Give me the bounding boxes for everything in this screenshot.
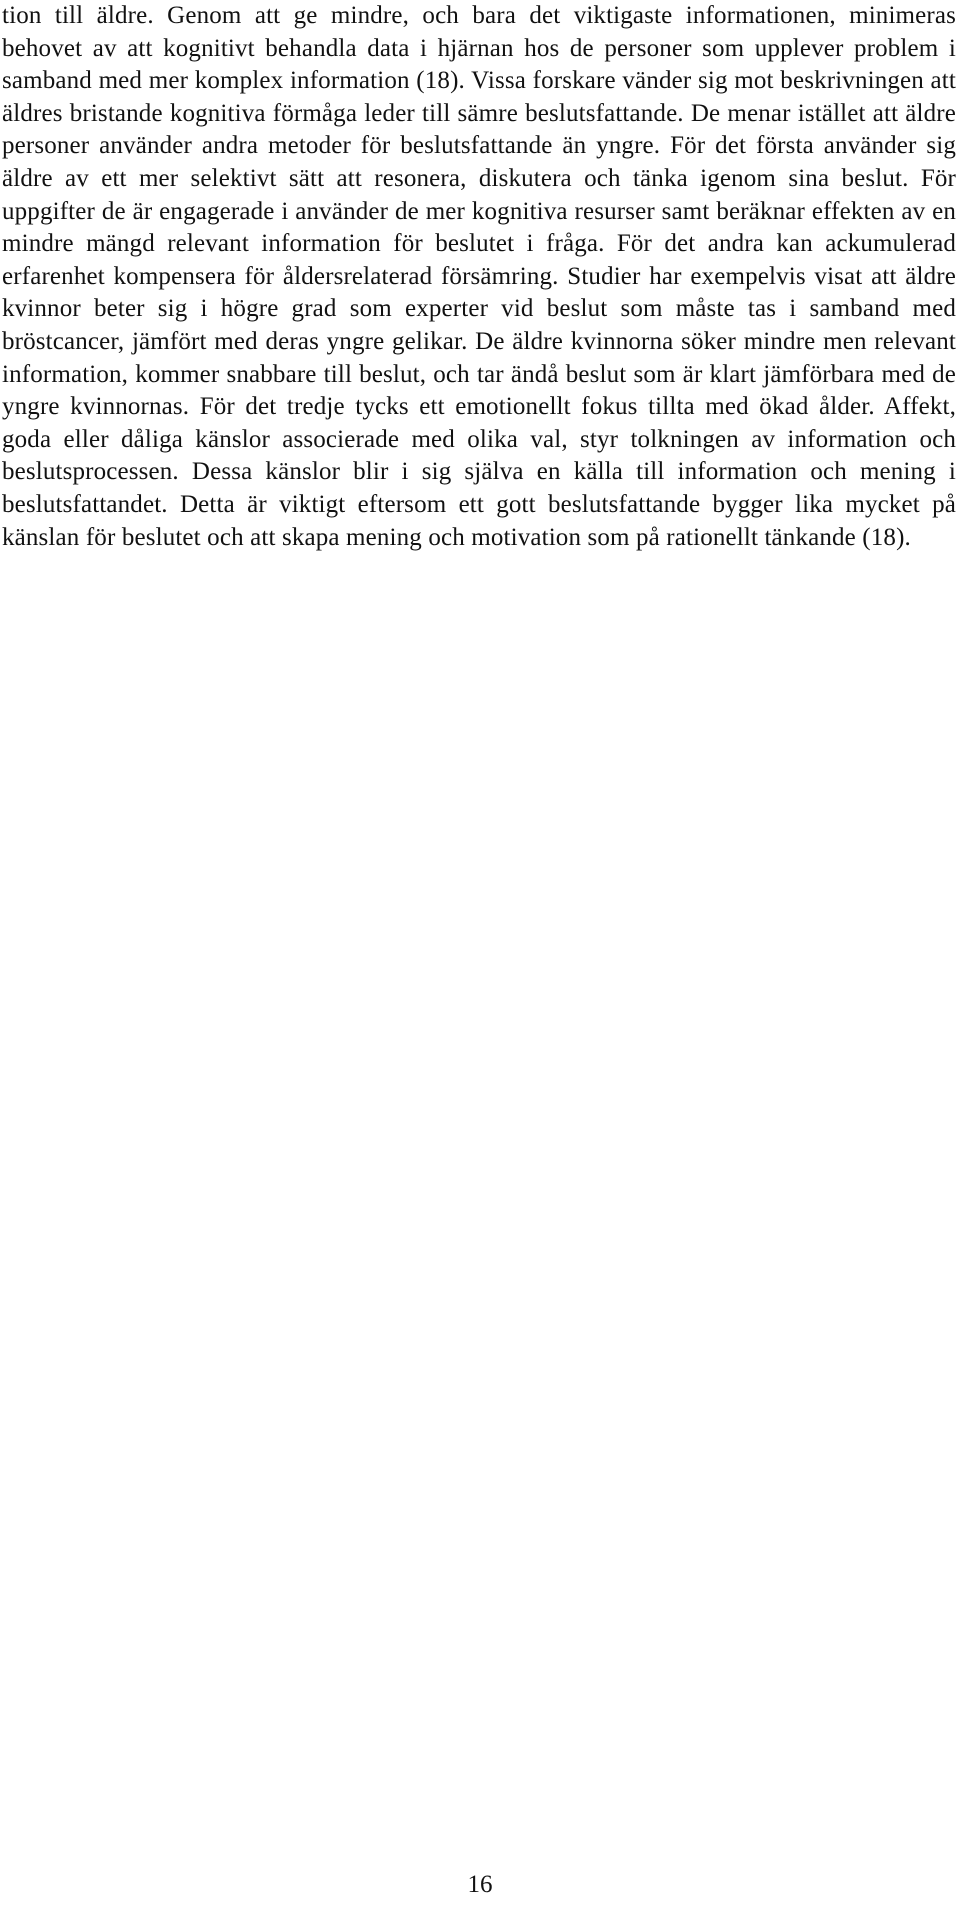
text-segment: De menar istället att äldre personer använder andra metoder för beslutsfattande än yngre. (2, 99, 957, 160)
text-segment: Studier har exempelvis visat att äldre kvinnor beter sig i högre grad som experter vid beslut som måste tas i samband med bröstcancer, jämfört med deras yngre gelikar. (2, 262, 956, 355)
text-segment: För uppgifter de är engagerade i använder de mer kognitiva resurser samt beräknar effekten av en mindre mängd relevant information för beslutet i fråga. (2, 164, 956, 258)
text-segment: För det andra kan ackumulerad erfarenhet kompensera för åldersrelaterad försämring. (2, 230, 956, 290)
text-segment: Vissa forskare vänder sig mot beskrivningen att äldres bristande kognitiva förmåga leder till sämre beslutsfattande. (2, 67, 956, 127)
page-number: 16 (467, 1871, 493, 1898)
text-segment: Affekt, goda eller dåliga känslor associerade med olika val, styr tolkningen av information och beslutsprocessen. (2, 393, 956, 486)
text-segment: För det första använder sig äldre av ett mer selektivt sätt att resonera, diskutera och tänka igenom sina beslut. (2, 132, 957, 192)
text-segment: Detta är viktigt eftersom ett gott beslutsfattande bygger lika mycket på känslan för beslutet och att skapa mening och motivation som på rationellt tänkande (18). (2, 490, 956, 551)
body-paragraph (2, 0, 956, 554)
text-segment: Genom att ge mindre, och bara det viktigaste informationen, minimeras behovet av att kognitivt behandla data i hjärnan hos de personer som upplever problem i samband med mer komplex information (18). (2, 2, 956, 95)
text-segment: tion till äldre. (2, 2, 168, 29)
text-segment: För det tredje tycks ett emotionellt fokus tillta med ökad ålder. (199, 393, 884, 421)
text-segment: Dessa känslor blir i sig själva en källa till information och mening i beslutsfattandet. (2, 458, 957, 518)
text-segment: De äldre kvinnorna söker mindre men relevant information, kommer snabbare till beslut, och tar ändå beslut som är klart jämförbara med de yngre kvinnornas. (2, 327, 956, 421)
